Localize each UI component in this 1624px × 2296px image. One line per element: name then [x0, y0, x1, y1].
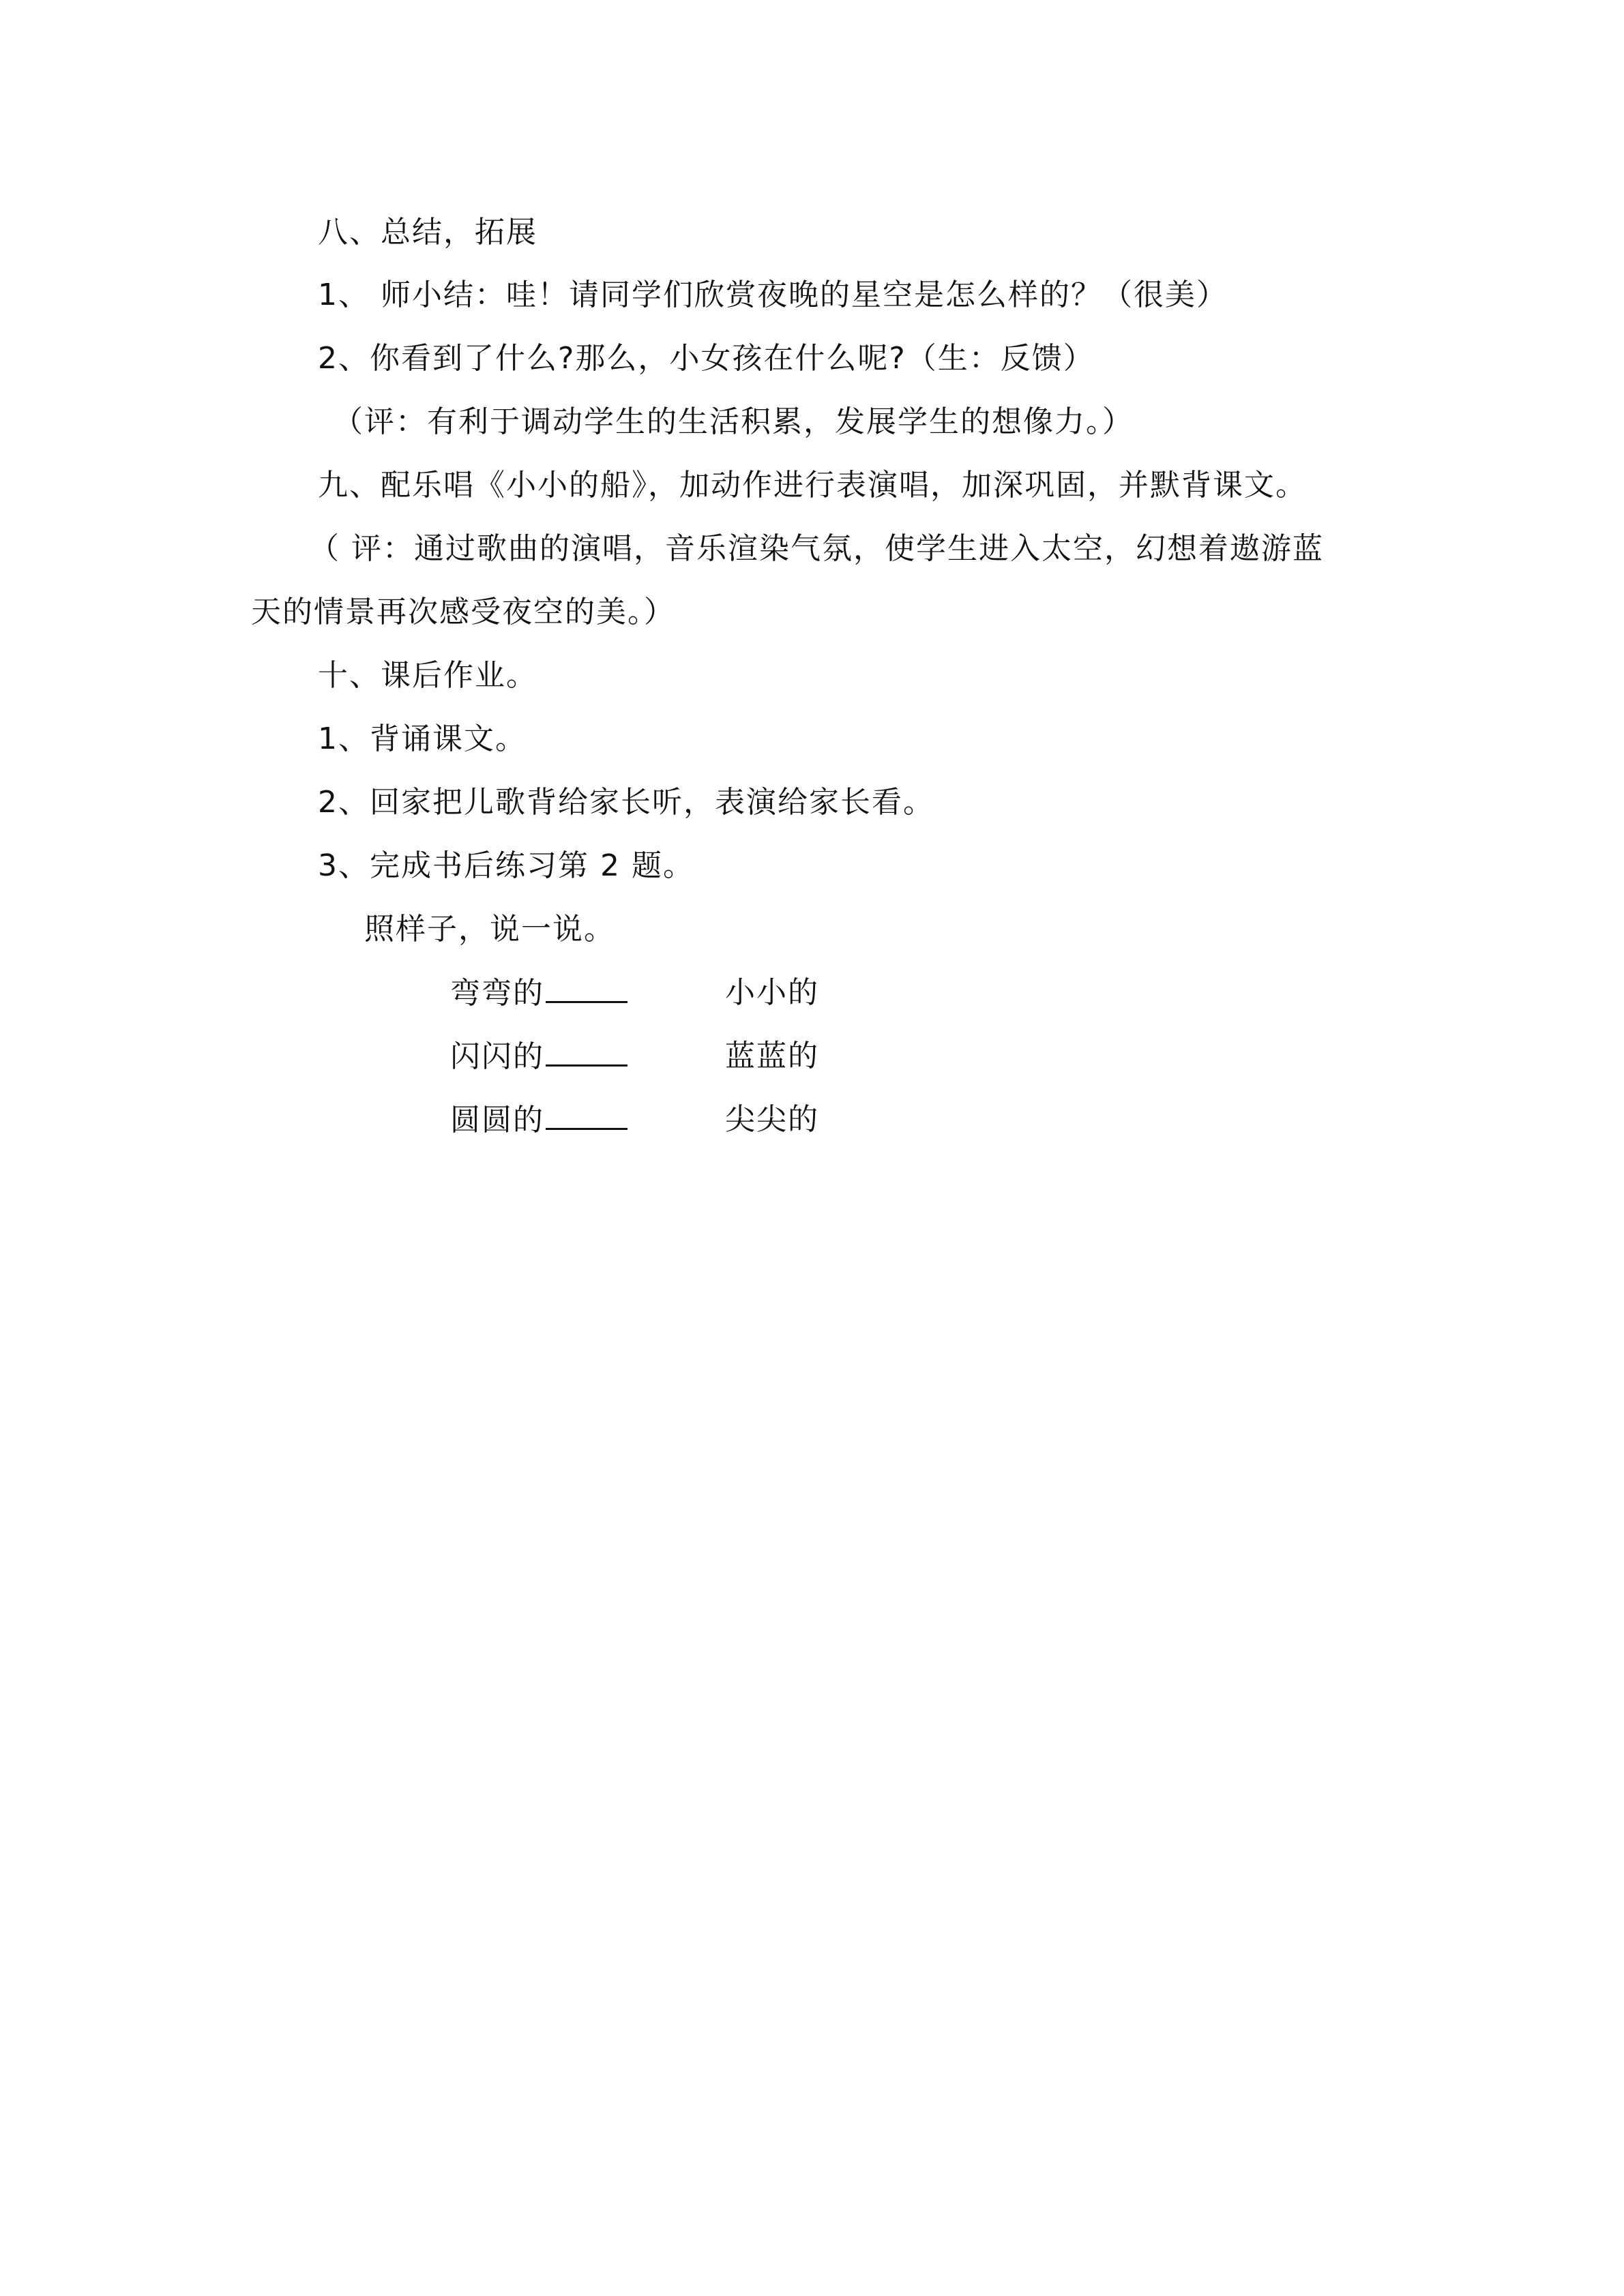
section-9-comment-line-1: （ 评：通过歌曲的演唱，音乐渲染气氛，使学生进入太空，幻想着遨游蓝	[309, 531, 1324, 566]
answer-blank	[546, 1101, 628, 1130]
homework-item-1: 1、背诵课文。	[318, 721, 527, 756]
section-8-item-1: 1、 师小结：哇！请同学们欣赏夜晚的星空是怎么样的？（很美）	[318, 278, 1228, 312]
exercise-right-2: 蓝蓝的	[725, 1039, 819, 1073]
exercise-word: 弯弯的	[450, 976, 544, 1011]
exercise-right-1: 小小的	[725, 975, 819, 1010]
answer-blank	[546, 1037, 628, 1067]
section-9-comment-line-2: 天的情景再次感受夜空的美。）	[251, 595, 675, 629]
exercise-word: 闪闪的	[450, 1039, 544, 1074]
exercise-intro: 照样子，说一说。	[364, 912, 615, 946]
exercise-left-2	[450, 1037, 628, 1076]
answer-blank	[546, 974, 628, 1003]
exercise-left-3	[450, 1101, 628, 1139]
homework-item-2: 2、回家把儿歌背给家长听，表演给家长看。	[318, 785, 934, 820]
exercise-right-3: 尖尖的	[725, 1102, 819, 1137]
section-10-title: 十、课后作业。	[318, 658, 537, 693]
section-8-item-2: 2、你看到了什么?那么，小女孩在什么呢?（生：反馈）	[318, 341, 1095, 376]
section-8-comment: （评：有利于调动学生的生活积累，发展学生的想像力。）	[333, 404, 1134, 439]
exercise-left-1	[450, 974, 628, 1013]
section-8-title: 八、总结，拓展	[318, 215, 537, 250]
exercise-word: 圆圆的	[450, 1103, 544, 1137]
section-9-title: 九、配乐唱《小小的船》，加动作进行表演唱，加深巩固，并默背课文。	[318, 468, 1307, 503]
homework-item-3: 3、完成书后练习第 2 题。	[318, 848, 694, 883]
